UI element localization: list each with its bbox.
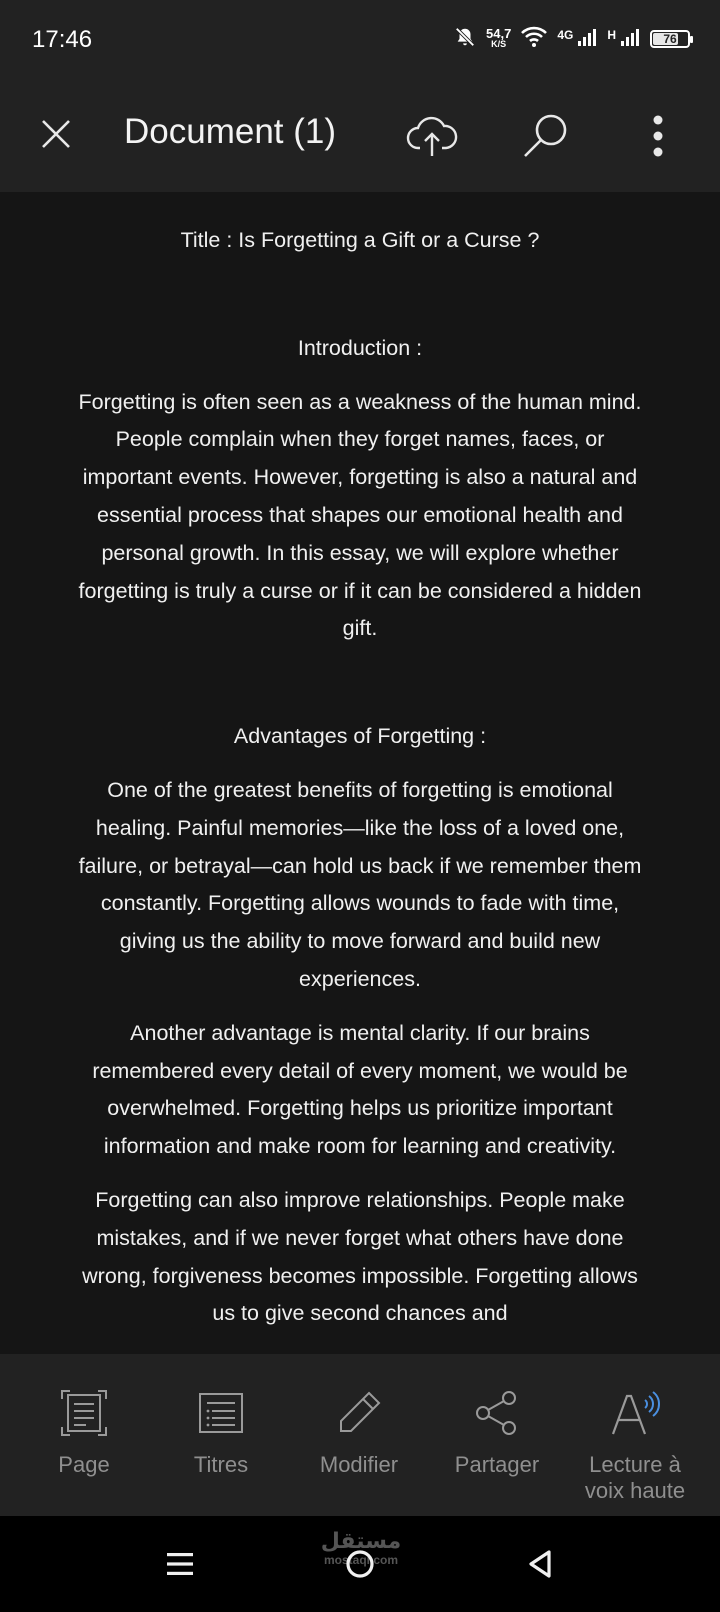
headings-label: Titres <box>193 1452 249 1477</box>
signal-icon <box>577 27 597 52</box>
essay-title <box>76 222 644 260</box>
advantages-heading: Advantages of Forgetting : <box>233 724 487 749</box>
advantages-paragraph-3: Forgetting can also improve relationships. People make mistakes, and if we never forget what others have done wrong, forgiveness becomes impossible. Forgetting allows us to give second chances and <box>82 1187 638 1326</box>
share-button[interactable] <box>429 1388 565 1478</box>
app-bar <box>0 80 720 192</box>
read-aloud-label: Lecture à voix haute <box>584 1452 686 1503</box>
back-icon[interactable] <box>520 1544 560 1584</box>
more-vert-icon[interactable] <box>640 112 676 160</box>
wifi-icon <box>521 26 547 53</box>
pencil-icon <box>335 1388 383 1438</box>
network-h-label: H <box>607 28 616 42</box>
network-4g-label: 4G <box>557 28 574 42</box>
share-icon <box>473 1388 521 1438</box>
network-speed-unit: K/S <box>491 39 507 49</box>
document-body <box>76 222 644 1349</box>
page-button[interactable] <box>16 1388 152 1478</box>
status-icons <box>454 24 690 54</box>
document-view[interactable] <box>0 192 720 1354</box>
network-speed <box>486 28 511 50</box>
battery-level: 76 <box>663 32 677 46</box>
search-icon[interactable] <box>518 108 574 164</box>
bottom-toolbar <box>0 1354 720 1516</box>
share-label: Partager <box>454 1452 540 1477</box>
bell-off-icon <box>454 26 476 53</box>
status-time: 17:46 <box>32 26 93 53</box>
document-title: Document (1) <box>124 112 337 151</box>
page-label: Page <box>58 1452 110 1477</box>
headings-list-icon <box>197 1388 245 1438</box>
intro-heading: Introduction : <box>297 335 423 360</box>
network-speed-value: 54,7 <box>486 26 512 41</box>
battery-icon <box>650 30 690 48</box>
menu-icon[interactable] <box>160 1546 200 1582</box>
signal-icon <box>620 27 640 52</box>
read-aloud-icon <box>609 1388 661 1438</box>
advantages-paragraph-2: Another advantage is mental clarity. If our brains remembered every detail of every moment, we would be overwhelmed. Forgetting helps us prioritize important information and make room for learning and creativity. <box>92 1020 628 1159</box>
edit-label: Modifier <box>319 1452 399 1477</box>
system-nav-bar <box>0 1516 720 1612</box>
intro-paragraph: Forgetting is often seen as a weakness of the human mind. People complain when they forget names, faces, or important events. However, forgetting is also a natural and essential process that shapes our emotional health and personal growth. In this essay, we will explore whether forgetting is truly a curse or if it can be considered a hidden gift. <box>78 389 642 641</box>
cloud-upload-icon[interactable] <box>404 110 460 162</box>
home-icon[interactable] <box>340 1544 380 1584</box>
status-bar <box>0 0 720 80</box>
watermark-arabic: مستقل <box>320 1528 402 1553</box>
headings-button[interactable] <box>153 1388 289 1478</box>
essay-title-text: Title : Is Forgetting a Gift or a Curse ? <box>180 228 540 252</box>
edit-button[interactable] <box>291 1388 427 1478</box>
advantages-paragraph-1: One of the greatest benefits of forgetting is emotional healing. Painful memories—like the loss of a loved one, failure, or betrayal—can hold us back if we remember them constantly. Forgetting allows wounds to fade with time, giving us the ability to move forward and build new experiences. <box>78 777 642 991</box>
close-icon[interactable] <box>34 112 78 156</box>
page-view-icon <box>60 1388 108 1438</box>
watermark-latin: mostaql.com <box>323 1553 398 1567</box>
read-aloud-button[interactable] <box>567 1388 703 1504</box>
